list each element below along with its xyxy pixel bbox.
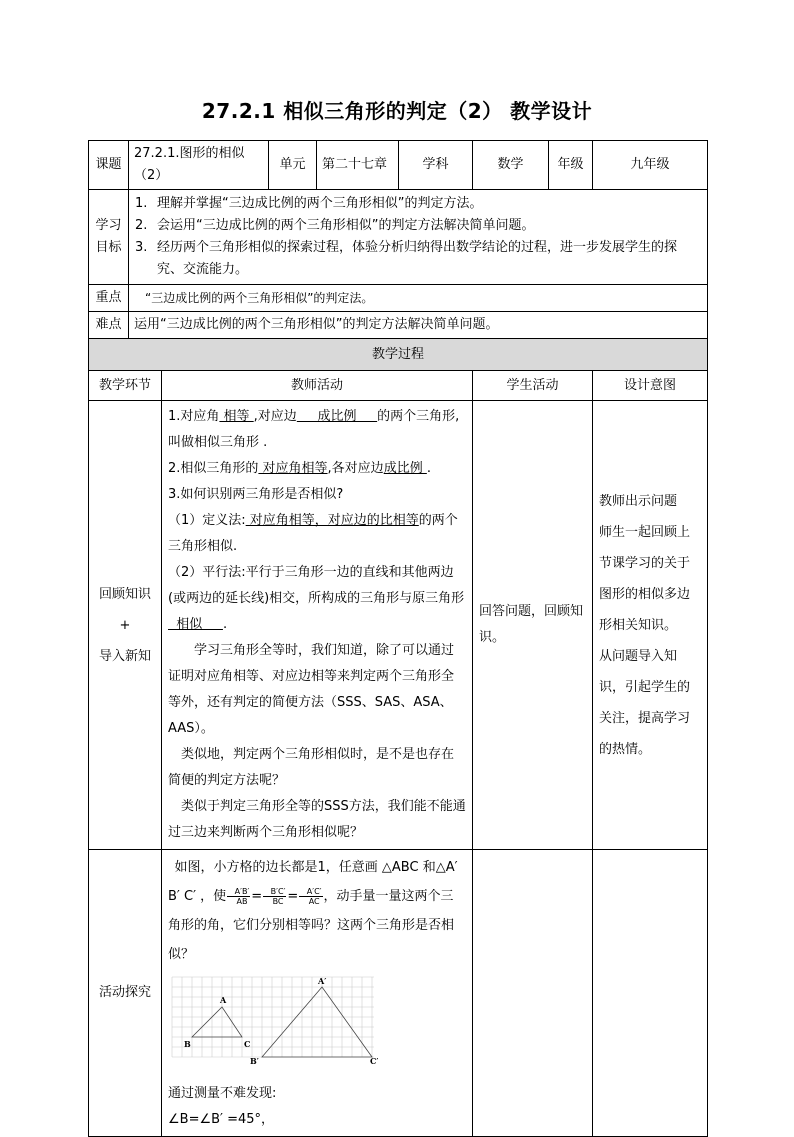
ratio-fraction-3: $\frac{A'C'}{AC}$ bbox=[299, 887, 322, 906]
review-stage-1: 回顾知识 bbox=[98, 586, 151, 602]
label-c-prime: C′ bbox=[370, 1056, 378, 1065]
review-teacher-activity bbox=[162, 401, 473, 850]
difficulty-text: 运用“三边成比例的两个三角形相似”的判定方法解决简单问题。 bbox=[129, 312, 708, 339]
key-point-row bbox=[89, 285, 708, 312]
explore-stage: 活动探究 bbox=[89, 850, 162, 1137]
triangle-a-prime bbox=[262, 987, 372, 1057]
label-b-prime: B′ bbox=[250, 1056, 259, 1065]
intent-line-1: 教师出示问题 bbox=[599, 493, 678, 509]
review-row bbox=[89, 401, 708, 850]
unit-label: 单元 bbox=[269, 141, 317, 190]
review-line-8: 类似于判定三角形全等的SSS方法，我们能不能通过三边来判断两个三角形相似呢？ bbox=[168, 799, 466, 840]
review-line-2: 2.相似三角形的 对应角相等,各对应边成比例 . bbox=[168, 461, 431, 476]
objectives-list-cell bbox=[129, 190, 708, 285]
col-student: 学生活动 bbox=[473, 371, 593, 401]
review-stage-2: 导入新知 bbox=[98, 648, 151, 664]
grade-label: 年级 bbox=[549, 141, 593, 190]
label-c: C bbox=[244, 1039, 251, 1049]
review-student-activity: 回答问题，回顾知识。 bbox=[473, 401, 593, 850]
review-line-3: 3.如何识别两三角形是否相似? bbox=[168, 487, 344, 502]
process-title-row bbox=[89, 339, 708, 371]
ratio-fraction-1: $\frac{A'B'}{AB}$ bbox=[227, 887, 250, 906]
label-a-prime: A′ bbox=[318, 976, 327, 986]
review-intent bbox=[593, 401, 708, 850]
process-title: 教学过程 bbox=[89, 339, 708, 371]
explore-teacher-activity bbox=[162, 850, 473, 1137]
review-line-1: 1.对应角 相等 ,对应边 成比例 的两个三角形,叫做相似三角形 . bbox=[168, 409, 460, 450]
objective-item: 1. 理解并掌握“三边成比例的两个三角形相似”的判定方法。 bbox=[135, 196, 483, 211]
review-stage bbox=[89, 401, 162, 850]
objectives-label-1: 学习 bbox=[95, 218, 122, 233]
explore-para-2: 通过测量不难发现: bbox=[168, 1086, 277, 1101]
review-line-5: （2）平行法:平行于三角形一边的直线和其他两边(或两边的延长线)相交，所构成的三角形与原三角形 相似 . bbox=[168, 565, 465, 632]
objective-item: 3. 经历两个三角形相似的探索过程，体验分析归纳得出数学结论的过程，进一步发展学生的探究、交流能力。 bbox=[135, 240, 678, 277]
topic-value: 27.2.1.图形的相似（2） bbox=[129, 141, 269, 190]
triangles-grid-svg bbox=[168, 975, 378, 1065]
intent-line-3: 从问题导入知识，引起学生的关注，提高学习的热情。 bbox=[599, 648, 691, 757]
review-line-6: 学习三角形全等时，我们知道，除了可以通过证明对应角相等、对应边相等来判定两个三角形全等外，还有判定的简便方法（SSS、SAS、ASA、AAS）。 bbox=[168, 643, 455, 736]
intent-line-2: 师生一起回顾上节课学习的关于图形的相似多边形相关知识。 bbox=[599, 524, 691, 633]
unit-value: 第二十七章 bbox=[317, 141, 399, 190]
label-a: A bbox=[220, 995, 227, 1005]
topic-label: 课题 bbox=[89, 141, 129, 190]
difficulty-label: 难点 bbox=[89, 312, 129, 339]
col-intent: 设计意图 bbox=[593, 371, 708, 401]
column-header-row bbox=[89, 371, 708, 401]
explore-intent bbox=[593, 850, 708, 1137]
objectives-label-2: 目标 bbox=[95, 240, 122, 255]
explore-para-3: ∠B=∠B′ =45°， bbox=[168, 1112, 275, 1127]
explore-student-activity bbox=[473, 850, 593, 1137]
explore-row bbox=[89, 850, 708, 1137]
ratio-fraction-2: $\frac{B'C'}{BC}$ bbox=[263, 887, 286, 906]
explore-para-1: 如图，小方格的边长都是1，任意画 △ABC 和△A′ B′ C′ ，使 $\frac{A'B'}{AB}$ = $\frac{B'C'}{BC}$ = $\frac{A'C'}{AC}$ ，动手量一量这两个三角形的角，它们分别相等吗？这两个三角形是否相似？ bbox=[168, 860, 458, 962]
objectives-list bbox=[135, 193, 701, 281]
document-title: 27.2.1 相似三角形的判定（2） 教学设计 bbox=[201, 99, 593, 123]
col-teacher: 教师活动 bbox=[162, 371, 473, 401]
difficulty-row bbox=[89, 312, 708, 339]
triangle-abc bbox=[192, 1007, 242, 1037]
lesson-plan-table bbox=[88, 140, 708, 1137]
review-line-4: （1）定义法: 对应角相等，对应边的比相等的两个三角形相似. bbox=[168, 513, 458, 554]
key-point-text: “三边成比例的两个三角形相似”的判定法。 bbox=[129, 285, 708, 312]
col-stage: 教学环节 bbox=[89, 371, 162, 401]
key-point-label: 重点 bbox=[89, 285, 129, 312]
objectives-row bbox=[89, 190, 708, 285]
grade-value: 九年级 bbox=[593, 141, 708, 190]
review-line-7: 类似地，判定两个三角形相似时，是不是也存在简便的判定方法呢？ bbox=[168, 747, 455, 788]
review-stage-plus: + bbox=[119, 617, 131, 633]
subject-value: 数学 bbox=[473, 141, 549, 190]
subject-label: 学科 bbox=[399, 141, 473, 190]
header-row bbox=[89, 141, 708, 190]
similar-triangles-figure bbox=[168, 975, 466, 1073]
label-b: B bbox=[184, 1039, 191, 1049]
objective-item: 2. 会运用“三边成比例的两个三角形相似”的判定方法解决简单问题。 bbox=[135, 218, 535, 233]
objectives-label bbox=[89, 190, 129, 285]
